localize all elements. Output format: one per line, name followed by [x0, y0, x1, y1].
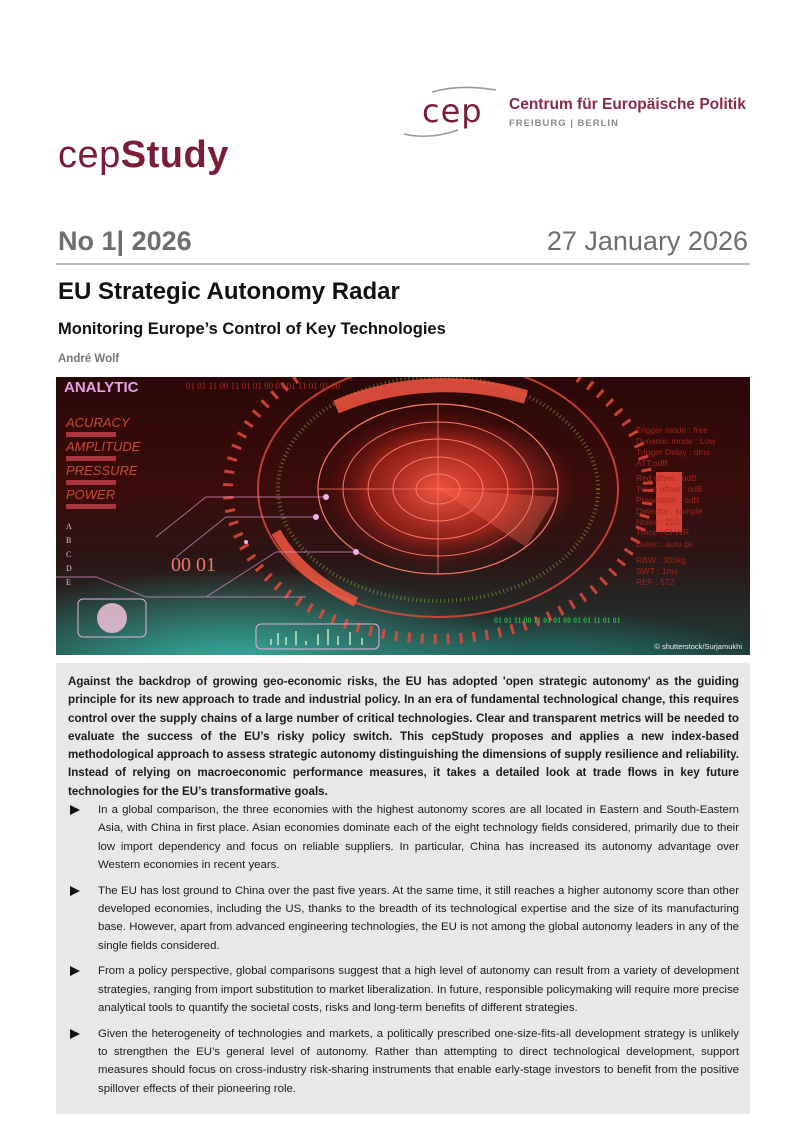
brand-suffix: Study — [120, 134, 229, 176]
org-locations: FREIBURG | BERLIN — [509, 118, 619, 129]
hud-readout: Trigger mode : free — [636, 425, 708, 435]
key-findings-list — [68, 801, 739, 1105]
summary-box — [56, 663, 750, 1114]
hud-letter: B — [66, 536, 72, 545]
list-item-text: The EU has lost ground to China over the past five years. At the same time, it still reaches a higher autonomy score than other developed economies, including the US, thanks to the breadth of its technological expertise and the size of its manufacturing base. However, apart from advanced engineering technologies, the EU is not among the global autonomy leaders in any of the single fields considered. — [98, 884, 739, 952]
triangle-bullet-icon — [70, 1029, 80, 1039]
triangle-bullet-icon — [70, 805, 80, 815]
triangle-bullet-icon — [70, 886, 80, 896]
issue-meta-row — [58, 226, 748, 262]
issue-number: No 1| 2026 — [58, 226, 192, 256]
binary-top: 01 01 11 00 11 01 01 00 01 01 11 01 01 00 — [186, 381, 341, 391]
list-item-text: Given the heterogeneity of technologies and markets, a politically prescribed one-size-fits-all development strategy is unlikely to strengthen the EU’s general level of autonomy. Rather than attempting to direct technological development, support measures should focus on cross-industry risk-sharing instruments that enable early-stage investors to benefit from the positive spillover effects of their pioneering role. — [98, 1027, 739, 1095]
publication-date: 27 January 2026 — [546, 226, 748, 256]
image-credit: © shutterstock/Surjamukhi — [654, 642, 742, 651]
hud-readout: Red offset : odB — [636, 473, 697, 483]
hud-readout: Trace : Cl WR — [636, 527, 690, 537]
hud-readout: Preamlitter : odB — [636, 495, 700, 505]
hud-counter: 00 01 — [171, 554, 216, 576]
hud-label: ACURACY — [66, 415, 130, 430]
hud-readout: Datec : auto pk — [636, 539, 694, 549]
document-subtitle: Monitoring Europe’s Control of Key Technologies — [58, 320, 446, 338]
hud-readout: REF : 572 — [636, 577, 675, 587]
globe-icon — [97, 603, 127, 633]
abstract: Against the backdrop of growing geo-economic risks, the EU has adopted 'open strategic autonomy' as the guiding principle for its new approach to trade and industrial policy. In an era of fundamental technological change, this requires control over the supply chains of a large number of critical technologies. Clear and transparent metrics will be needed to evaluate the success of the EU’s risky policy switch. This cepStudy proposes and applies a new index-based methodological approach to assess strategic autonomy distinguishing the dimensions of supply resilience and reliability. Instead of relying on macroeconomic performance measures, it takes a detailed look at trade flows in key future technologies for the EU’s transformative goals. — [68, 675, 739, 798]
org-name: Centrum für Europäische Politik — [509, 96, 746, 113]
document-title: EU Strategic Autonomy Radar — [58, 278, 400, 305]
logo-mark-text: cep — [422, 92, 483, 130]
hud-readout: Datector : sample — [636, 506, 703, 516]
list-item — [68, 882, 739, 955]
list-item — [68, 1025, 739, 1098]
hud-readout: RBW : 300kg — [636, 555, 687, 565]
brand-prefix: cep — [58, 134, 121, 176]
binary-bottom: 01 01 11 00 11 01 01 00 01 01 11 01 01 — [494, 616, 621, 625]
author: André Wolf — [58, 353, 120, 365]
list-item-text: In a global comparison, the three economies with the highest autonomy scores are all located in Eastern and South-Eastern Asia, with China in first place. Asian economies dominate each of the eight technology fields considered, primarily due to their low import dependency and focus on reliable suppliers. In particular, China has increased its autonomy advantage over Western economies in recent years. — [98, 804, 739, 871]
hud-label: PRESSURE — [66, 463, 138, 478]
hud-readout: Noise : 210 — [636, 517, 679, 527]
header-divider — [56, 263, 750, 265]
list-item-text: From a policy perspective, global comparisons suggest that a high level of autonomy can result from a variety of development strategies, ranging from import substitution to market liberalization. In future, responsible policymaking will require more precise analytical tools to quantify the societal costs, risks and long-term benefits of different strategies. — [98, 965, 739, 1014]
hud-letter: A — [66, 522, 72, 531]
triangle-bullet-icon — [70, 966, 80, 976]
hero-image — [56, 377, 750, 655]
hud-label: AMPLITUDE — [66, 439, 141, 454]
hud-letter: D — [66, 564, 72, 573]
hud-readout: SWT : 1ms — [636, 566, 678, 576]
hud-readout: Trace offset : odB — [636, 484, 703, 494]
hud-letter: C — [66, 550, 72, 559]
radar-illustration-icon — [56, 377, 750, 655]
hud-letter: E — [66, 578, 71, 587]
hud-label: POWER — [66, 487, 116, 502]
list-item — [68, 962, 739, 1017]
publication-brand — [58, 134, 229, 177]
list-item — [68, 801, 739, 874]
cep-logo — [400, 84, 750, 140]
hud-readout: Trigger Delay : oms — [636, 447, 710, 457]
hud-readout: Dynamic mode : Low — [636, 436, 716, 446]
hud-readout: ATT:odB — [636, 458, 668, 468]
analytic-label: ANALYTIC — [64, 379, 139, 396]
